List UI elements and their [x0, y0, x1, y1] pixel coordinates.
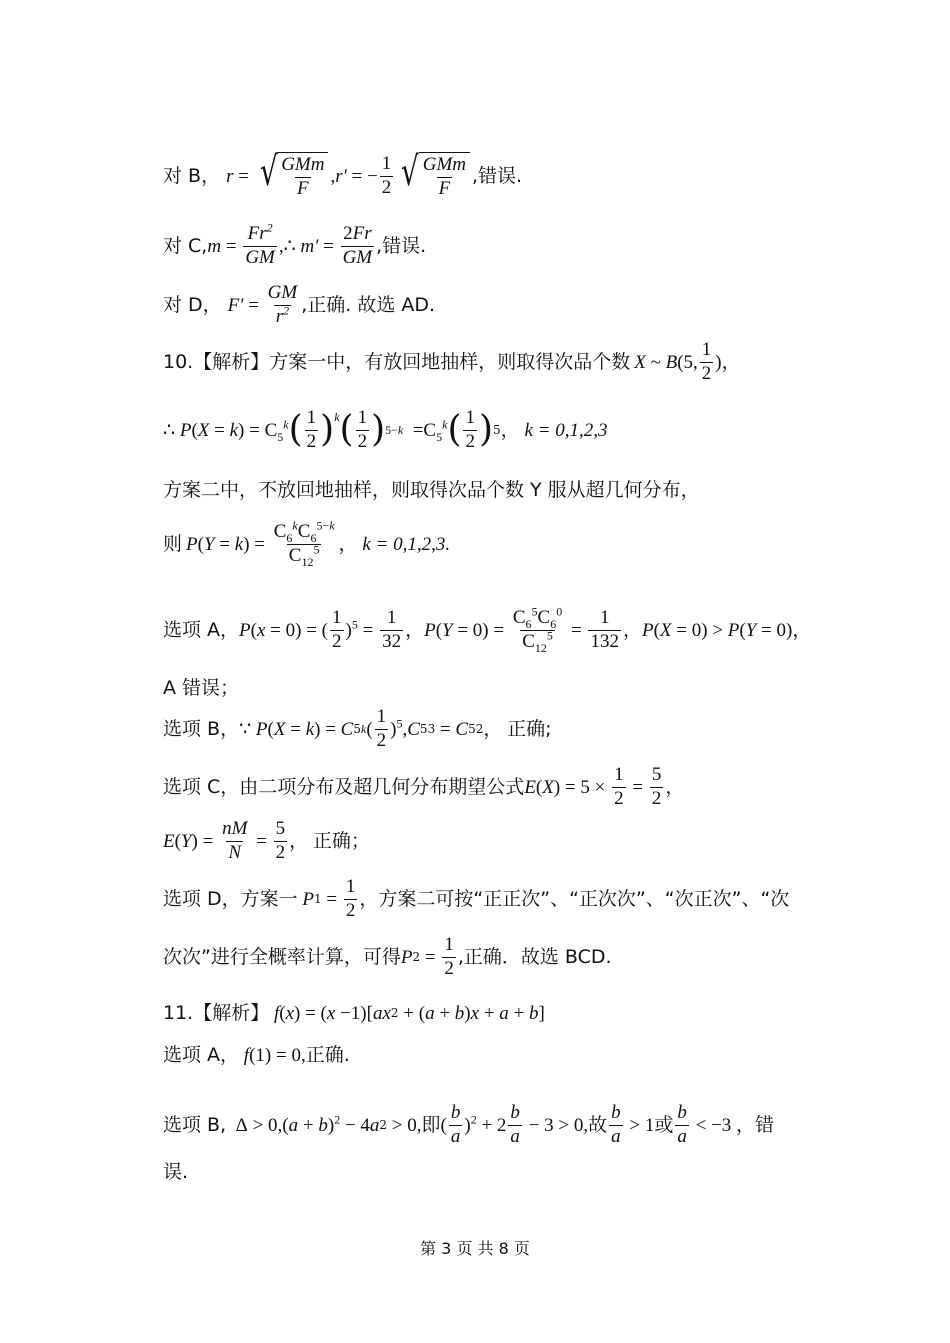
- line-q11-intro: 11.【解析】 f ( x ) = ( x −1)[ ax 2 + ( a + b ) x + a + b ]: [163, 1001, 545, 1024]
- sqrt-expression: √ $\frac{\text{GMm}}{F}$: [256, 152, 329, 200]
- line-expectation-y: E ( Y ) = $\frac{nM}{N}$ = $\frac{5}{2}$ ， 正确；: [163, 817, 370, 863]
- line-option-a: 选项 A， P ( x = 0) = ( $\frac{1}{2}$ )$^5$ = $\frac{1}{32}$ ， P ( Y = 0) = $\frac{C_6^5C_6^0}{C_{12}^5}$ = $\frac{1}{132}$ ， P ( X = 0) > P ( Y = 0)，: [163, 604, 812, 655]
- line-option-b-physics: 对 B， r = √ $\frac{\text{GMm}}{F}$ , r′ = − $\frac{1}{2}$ √ $\frac{\text{GMm}}{F}$ ,错误.: [163, 149, 523, 199]
- line-q11-option-a: 选项 A， f (1) = 0, 正确.: [163, 1043, 350, 1066]
- line-scheme-two: 方案二中，不放回地抽样，则取得次品个数 Y 服从超几何分布，: [163, 478, 700, 501]
- line-option-d-physics: 对 D， F′ = $\frac{GM}{r^2}$ ,正确. 故选 AD.: [163, 281, 436, 327]
- line-hypergeometric-pmf: 则 P ( Y = k ) = $\frac{C_6^kC_6^{5-k}}{C_{12}^5}$ ， k = 0,1,2,3.: [163, 518, 451, 569]
- line-total-probability: 次次”进行全概率计算，可得 P 2 = $\frac{1}{2}$ ,正确．故选 BCD.: [163, 933, 612, 979]
- line-binomial-pmf: ∴ P ( X = k ) = $C_5^k$ ( $\frac{1}{2}$ ) k ( $\frac{1}{2}$ ) 5−k $=C_5^k$ ( $\frac{1}{2}$ ) 5 ， k = 0,1,2,3: [163, 406, 608, 452]
- line-option-b: 选项 B， ∵ P ( X = k ) = C 5 k ( $\frac{1}{2}$ )$^5$, C 5 3 = C 5 2 ， 正确;: [163, 705, 552, 751]
- line-a-wrong: A 错误；: [163, 676, 240, 699]
- page-footer: 第 3 页 共 8 页: [420, 1239, 530, 1258]
- line-option-c: 选项 C，由二项分布及超几何分布期望公式 E ( X ) = 5 × $\frac{1}{2}$ = $\frac{5}{2}$ ，: [163, 763, 685, 809]
- line-option-d: 选项 D，方案一 P 1 = $\frac{1}{2}$ ，方案二可按“正正次”、“正次次”、“次正次”、“次: [163, 875, 790, 921]
- line-q11-option-b: 选项 B, Δ > 0,( a + b )$^2$ − 4 a 2 > 0, 即 ( $\frac{b}{a}$ )$^2$ + 2 $\frac{b}{a}$ − 3 > 0, 故 $\frac{b}{a}$ > 1 或 $\frac{b}{a}$ < −3 ，错: [163, 1101, 775, 1147]
- sqrt-expression: √ $\frac{\text{GMm}}{F}$: [397, 152, 470, 200]
- line-wrong-end: 误.: [163, 1160, 189, 1183]
- line-option-c-physics: 对 C, m = $\frac{Fr^2}{GM}$ ,∴ m′ = $\frac{2Fr}{GM}$ ,错误.: [163, 220, 427, 268]
- line-q10-intro: 10.【解析】方案一中，有放回地抽样，则取得次品个数 X ~ B (5, $\frac{1}{2}$ )，: [163, 338, 741, 384]
